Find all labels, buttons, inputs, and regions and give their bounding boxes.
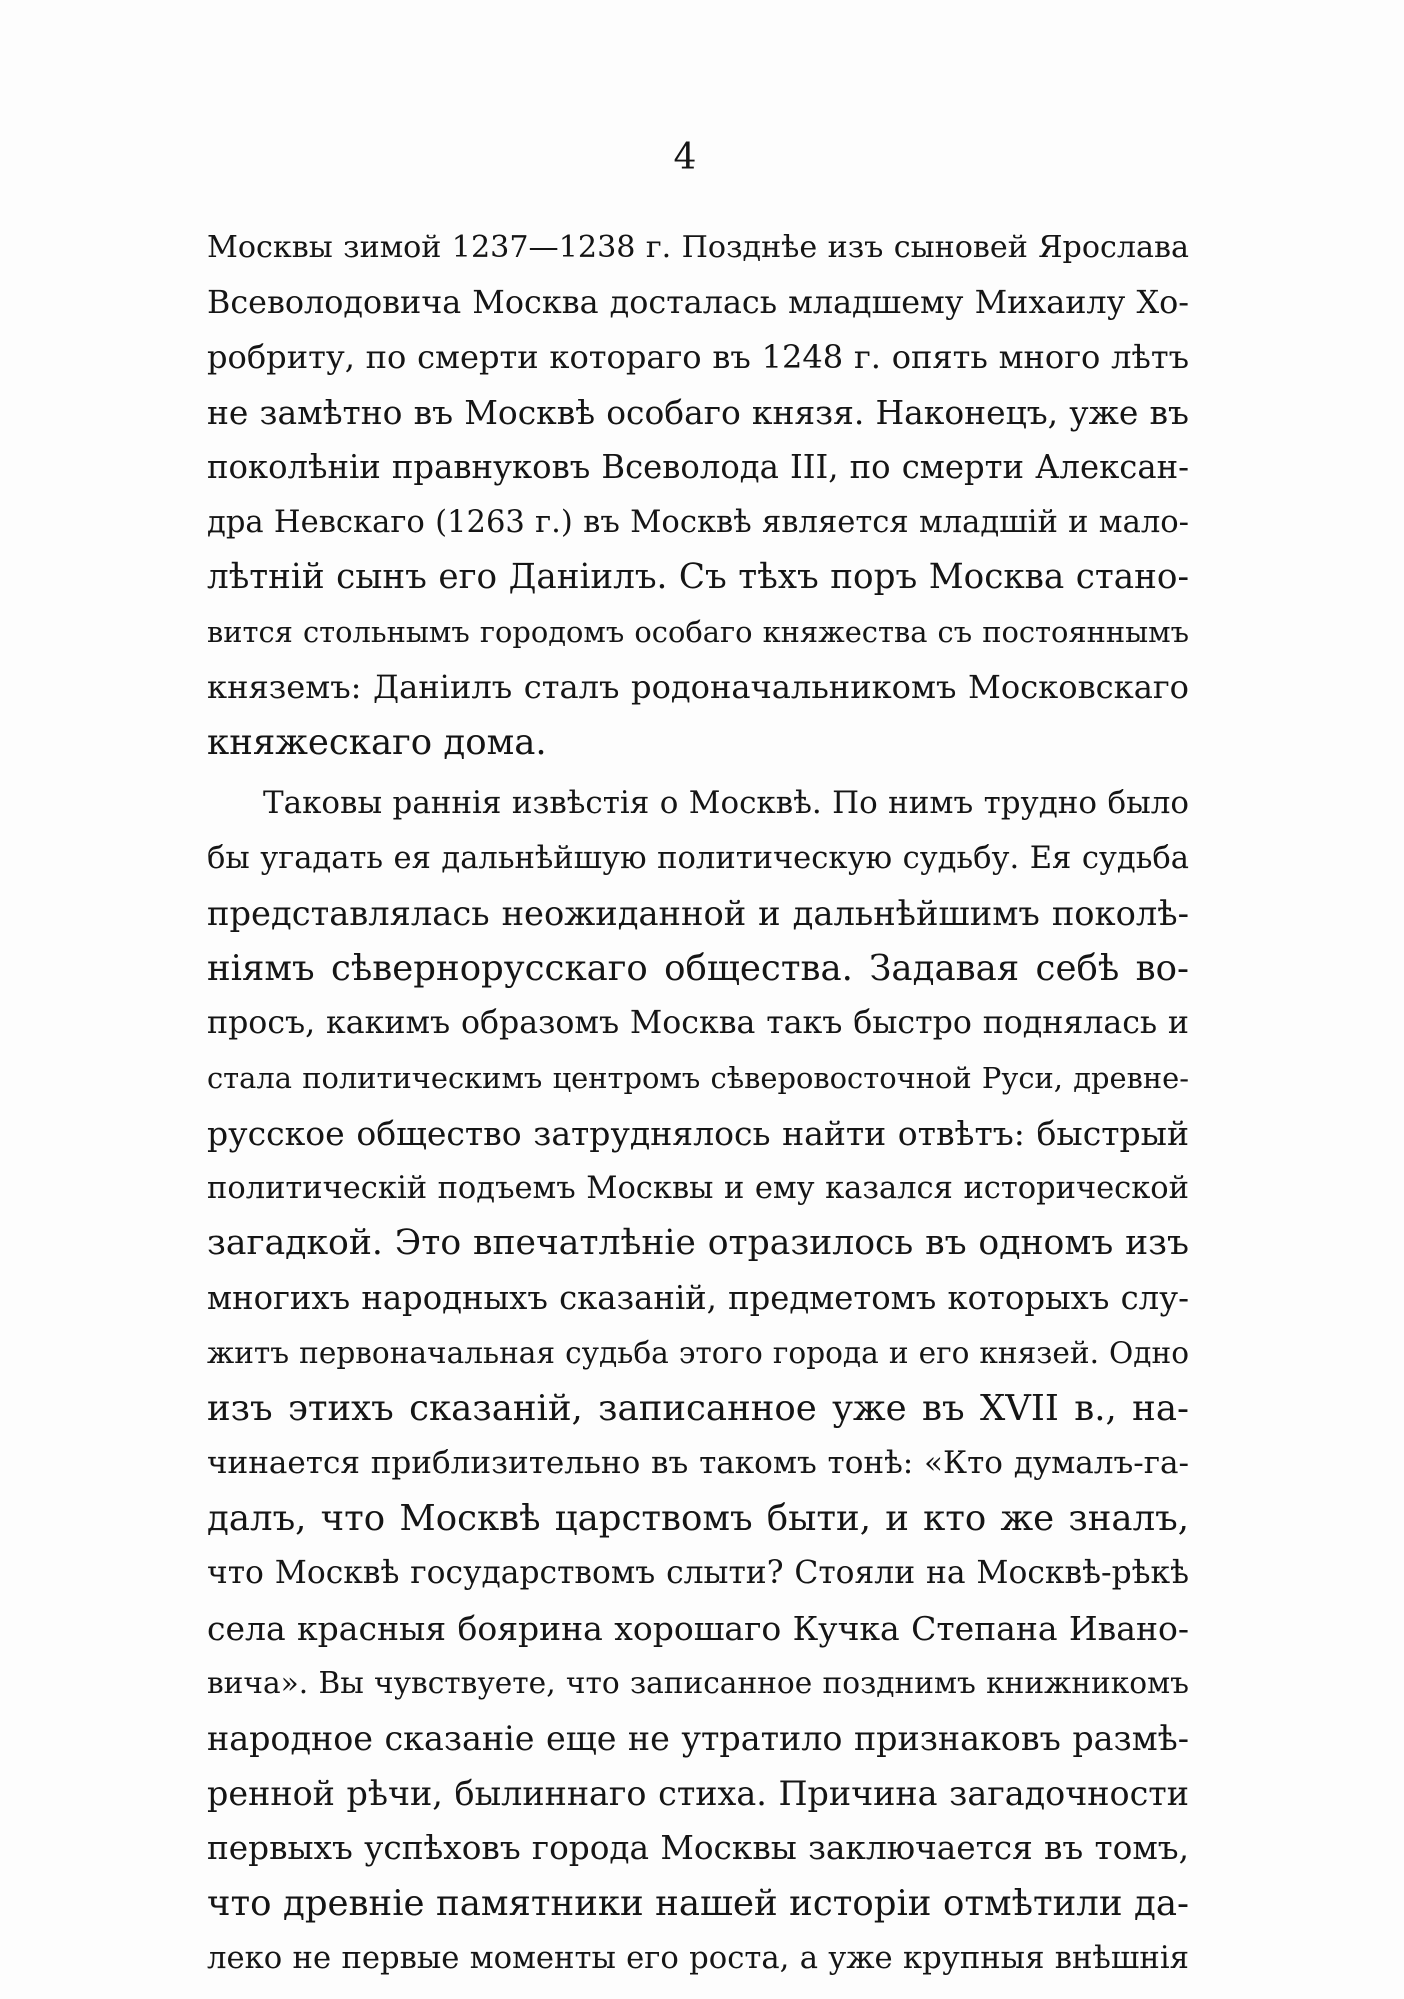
text-line: изъ этихъ сказаній, записанное уже въ XVII в., на-: [207, 1388, 1189, 1429]
text-line: вится стольнымъ городомъ особаго княжества съ постояннымъ: [207, 615, 1189, 649]
text-line: политическій подъемъ Москвы и ему казался исторической: [207, 1171, 1189, 1206]
text-line: робриту, по смерти котораго въ 1248 г. опять много лѣтъ: [207, 338, 1189, 376]
paragraph: [207, 220, 1189, 770]
paragraph: [207, 776, 1189, 1986]
text-line: просъ, какимъ образомъ Москва такъ быстро поднялась и: [207, 1005, 1189, 1041]
text-line: Москвы зимой 1237—1238 г. Позднѣе изъ сыновей Ярослава: [207, 230, 1189, 265]
text-line: леко не первые моменты его роста, а уже крупныя внѣшнія: [207, 1941, 1189, 1976]
text-line: чинается приблизительно въ такомъ тонѣ: «Кто думалъ-га-: [207, 1445, 1189, 1481]
text-line: русское общество затруднялось найти отвѣтъ: быстрый: [207, 1114, 1189, 1153]
text-line: княжескаго дома.: [207, 722, 547, 763]
text-line: княземъ: Даніилъ сталъ родоначальникомъ Московскаго: [207, 668, 1189, 706]
text-line: ренной рѣчи, былиннаго стиха. Причина загадочности: [207, 1774, 1189, 1813]
text-line: лѣтній сынъ его Даніилъ. Съ тѣхъ поръ Москва стано-: [207, 557, 1189, 597]
text-line: далъ, что Москвѣ царствомъ быти, и кто же зналъ,: [207, 1498, 1189, 1539]
text-line: ніямъ сѣвернорусскаго общества. Задавая себѣ во-: [207, 948, 1189, 989]
text-line: представлялась неожиданной и дальнѣйшимъ поколѣ-: [207, 894, 1189, 933]
text-line: вича». Вы чувствуете, что записанное позднимъ книжникомъ: [207, 1666, 1189, 1700]
text-line: Таковы раннія извѣстія о Москвѣ. По нимъ трудно было: [263, 785, 1189, 821]
text-line: стала политическимъ центромъ сѣверовосточной Руси, древне-: [207, 1061, 1189, 1095]
text-line: народное сказаніе еще не утратило признаковъ размѣ-: [207, 1719, 1189, 1758]
text-line: Всеволодовича Москва досталась младшему Михаилу Хо-: [207, 284, 1189, 321]
text-line: первыхъ успѣховъ города Москвы заключается въ томъ,: [207, 1829, 1189, 1867]
text-line: поколѣніи правнуковъ Всеволода III, по смерти Алексан-: [207, 448, 1189, 486]
text-line: не замѣтно въ Москвѣ особаго князя. Наконецъ, уже въ: [207, 393, 1189, 432]
text-line: села красныя боярина хорошаго Кучка Степана Ивано-: [207, 1609, 1189, 1648]
text-line: что Москвѣ государствомъ слыти? Стояли на Москвѣ-рѣкѣ: [207, 1555, 1189, 1591]
text-line: дра Невскаго (1263 г.) въ Москвѣ является младшій и мало-: [207, 505, 1189, 540]
text-line: бы угадать ея дальнѣйшую политическую судьбу. Ея судьба: [207, 841, 1189, 876]
text-line: загадкой. Это впечатлѣніе отразилось въ одномъ изъ: [207, 1223, 1189, 1263]
text-line: многихъ народныхъ сказаній, предметомъ которыхъ слу-: [207, 1279, 1189, 1317]
page-number: 4: [673, 137, 697, 178]
body-text: [207, 220, 1189, 1986]
text-line: житъ первоначальная судьба этого города и его князей. Одно: [207, 1336, 1189, 1370]
text-line: что древніе памятники нашей исторіи отмѣтили да-: [207, 1883, 1189, 1924]
